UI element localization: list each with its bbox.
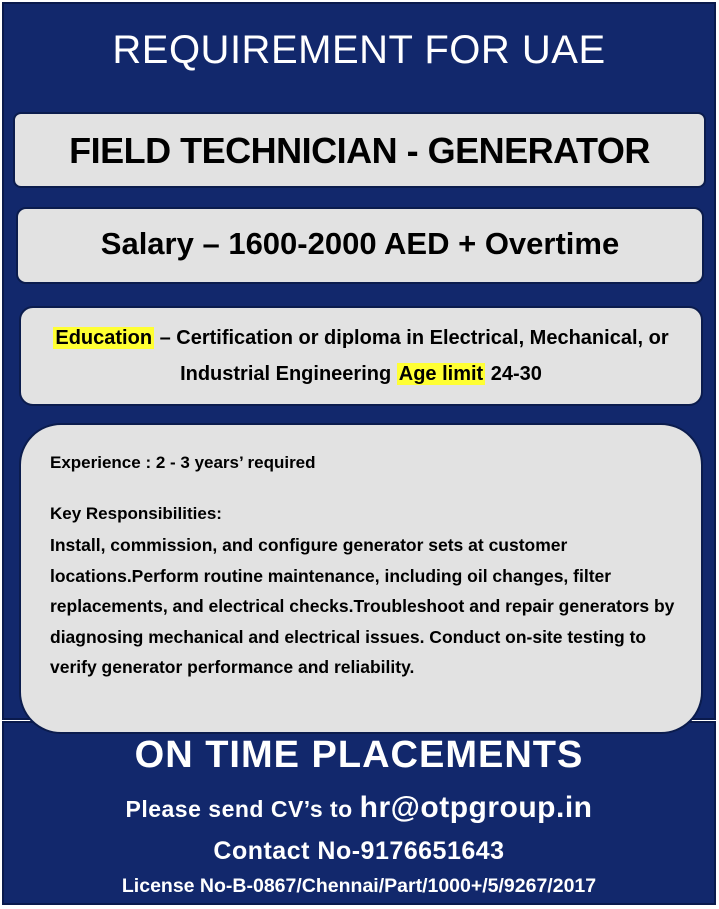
salary-text: Salary – 1600-2000 AED + Overtime	[100, 226, 620, 261]
experience-box	[19, 423, 703, 734]
email-link[interactable]: hr@otpgroup.in	[359, 791, 593, 824]
poster-headline: REQUIREMENT FOR UAE	[112, 28, 606, 72]
age-limit-label: Age limit	[398, 363, 484, 385]
cv-label: Please send CV’s to	[125, 796, 360, 822]
education-text	[21, 320, 701, 392]
education-label: Education	[55, 327, 153, 349]
education-description: – Certification or diploma in Electrical, Mechanical, or Industrial Engineering	[154, 327, 669, 385]
responsibilities-text: Install, commission, and configure generator sets at customer locations.Perform routine maintenance, including oil changes, filter replacements, and electrical checks.Troubleshoot and repair generators by diagnosing mechanical and electrical issues. Conduct on-site testing to verify generator performance and reliability.	[50, 535, 675, 677]
experience-line: Experience : 2 - 3 years’ required	[50, 453, 316, 472]
job-title-box	[13, 112, 706, 188]
cv-line	[2, 791, 716, 825]
education-box	[19, 306, 703, 406]
job-title: FIELD TECHNICIAN - GENERATOR	[69, 130, 650, 171]
responsibilities-heading: Key Responsibilities:	[50, 504, 222, 523]
license-number: License No-B-0867/Chennai/Part/1000+/5/9267/2017	[121, 875, 597, 897]
contact-number: Contact No-9176651643	[213, 837, 505, 865]
age-limit-value: 24-30	[485, 363, 542, 385]
company-name: ON TIME PLACEMENTS	[134, 734, 584, 776]
salary-box	[16, 207, 704, 284]
